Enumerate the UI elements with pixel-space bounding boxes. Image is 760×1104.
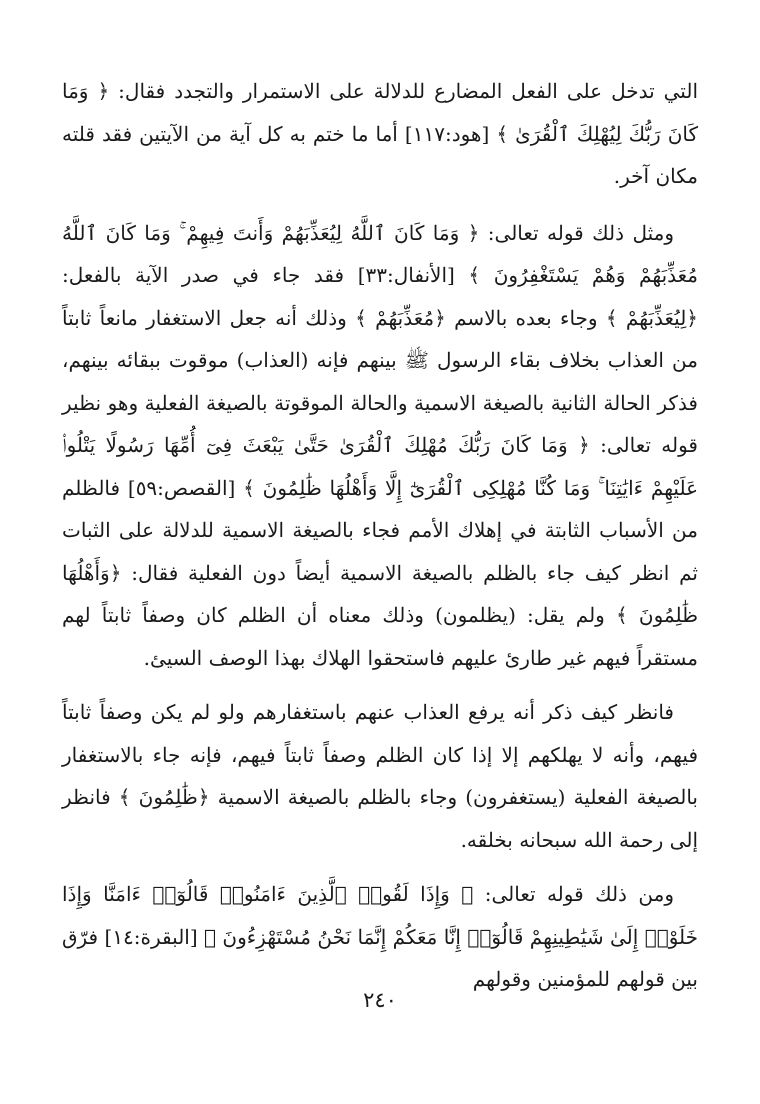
body-text: [هود:١١٧] أما ما ختم به كل آية من الآيتين فقد قلته مكان آخر. <box>62 121 698 188</box>
body-text: وذلك أنه جعل الاستغفار مانعاً ثابتاً من العذاب بخلاف بقاء الرسول ﷺ بينهم فإنه (العذاب) موقوت ببقائه بينهم، فذكر الحالة الثانية بالصيغة الاسمية والحالة الموقوتة بالصيغة الفعلية وهو نظير قوله تعالى: <box>62 305 698 457</box>
quran-verse: ﴿ وَمَا كَانَ رَبُّكَ مُهْلِكَ ٱلْقُرَىٰ حَتَّىٰ يَبْعَثَ فِىٓ أُمِّهَا رَسُولًا يَتْلُوا۟ عَلَيْهِمْ ءَايَٰتِنَا ۚ وَمَا كُنَّا مُهْلِكِى ٱلْقُرَىٰٓ إِلَّا وَأَهْلُهَا ظَٰلِمُونَ ﴾ <box>62 433 699 500</box>
body-text: [القصص:٥٩] فالظلم من الأسباب الثابتة في إهلاك الأمم فجاء بالصيغة الاسمية للدلالة على الثبات ثم انظر كيف جاء بالظلم بالصيغة الاسمية أيضاً دون الفعلية فقال: <box>62 475 698 585</box>
body-text: التي تدخل على الفعل المضارع للدلالة على الاستمرار والتجدد فقال: <box>109 79 698 103</box>
quran-verse: ﴿ وَمَا كَانَ رَبُّكَ لِيُهْلِكَ ٱلْقُرَىٰ ﴾ <box>62 79 699 146</box>
body-text: وجاء بعده بالاسم <box>445 305 606 330</box>
paragraph-3 <box>62 691 698 861</box>
body-text: فانظر كيف ذكر أنه يرفع العذاب عنهم باستغفارهم ولو لم يكن وصفاً ثابتاً فيهم، وأنه لا يهلكهم إلا إذا كان الظلم وصفاً ثابتاً فيهم، فإنه جاء بالاستغفار بالصيغة الفعلية (يستغفرون) وجاء بالظلم بالصيغة الاسمية <box>62 700 699 809</box>
body-text: ومن ذلك قوله تعالى: <box>473 882 674 906</box>
quran-verse: ﴿ظَٰلِمُونَ ﴾ <box>118 785 210 809</box>
paragraph-4 <box>62 873 698 1001</box>
quran-verse: ﴿لِيُعَذِّبَهُمْ ﴾ <box>605 305 699 330</box>
body-text: [البقرة:١٤] فرّق بين قولهم للمؤمنين وقولهم <box>62 924 698 991</box>
body-text: فانظر إلى رحمة الله سبحانه بخلقه. <box>62 785 698 852</box>
body-text: ومثل ذلك قوله تعالى: <box>479 220 675 245</box>
quran-verse: ﴿ وَإِذَا لَقُوا۟ ٱلَّذِينَ ءَامَنُوا۟ قَالُوٓا۟ ءَامَنَّا وَإِذَا خَلَوْا۟ إِلَىٰ شَيَٰطِينِهِمْ قَالُوٓا۟ إِنَّا مَعَكُمْ إِنَّمَا نَحْنُ مُسْتَهْزِءُونَ ﴾ <box>62 882 699 949</box>
paragraph-1 <box>62 70 698 198</box>
book-page <box>62 70 698 1013</box>
quran-verse: ﴿وَأَهْلُهَا ظَٰلِمُونَ ﴾ <box>62 560 698 627</box>
page-number: ٢٤٠ <box>363 988 397 1012</box>
quran-verse: ﴿مُعَذِّبَهُمْ ﴾ <box>355 305 446 330</box>
body-text: [الأنفال:٣٣] فقد جاء في صدر الآية بالفعل: <box>62 263 469 287</box>
paragraph-2 <box>62 212 698 680</box>
quran-verse: ﴿ وَمَا كَانَ ٱللَّهُ لِيُعَذِّبَهُمْ وَأَنتَ فِيهِمْ ۚ وَمَا كَانَ ٱللَّهُ مُعَذِّبَهُمْ وَهُمْ يَسْتَغْفِرُونَ ﴾ <box>62 220 698 287</box>
body-text: ولم يقل: (يظلمون) وذلك معناه أن الظلم كان وصفاً ثابتاً لهم مستقراً فيهم غير طارئ عليهم فاستحقوا الهلاك بهذا الوصف السيئ. <box>62 603 698 670</box>
